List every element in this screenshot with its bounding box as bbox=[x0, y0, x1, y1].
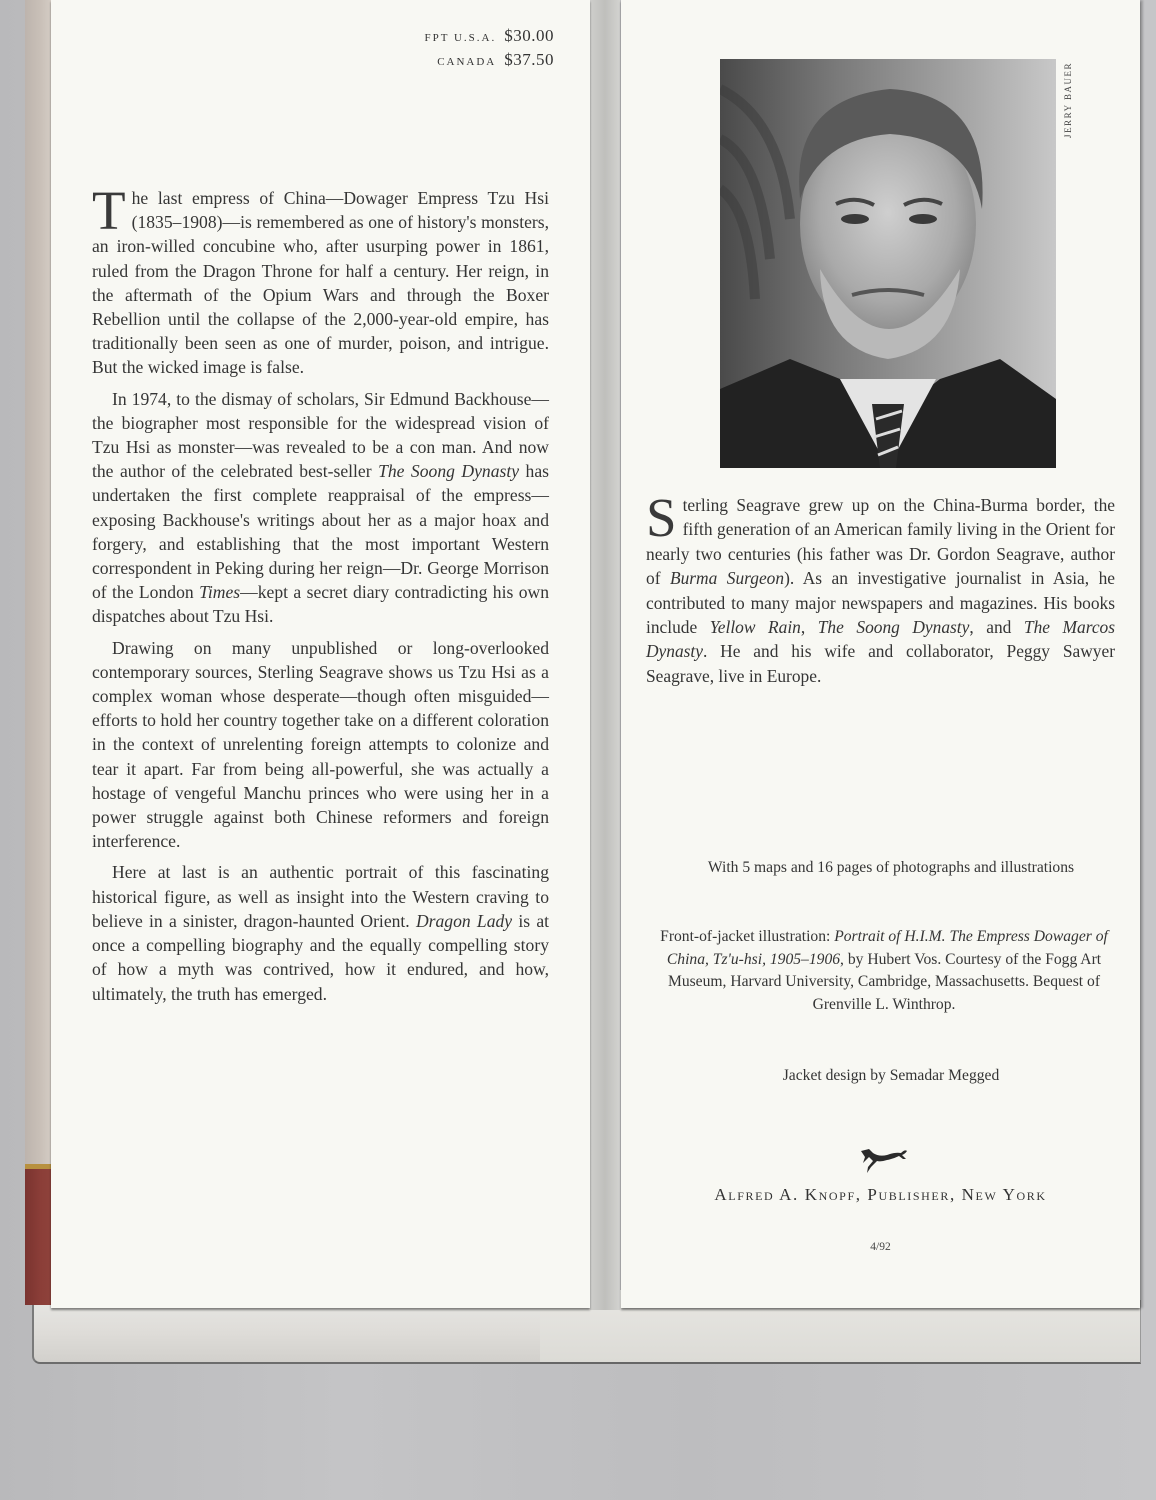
publisher-imprint: Alfred A. Knopf, Publisher, New York bbox=[714, 1185, 1047, 1204]
cardboard-backing-right bbox=[540, 1300, 1141, 1364]
bio-text-b: ). As an investigative journalist in Asia, he contributed to many major newspapers and magazines. His books include bbox=[646, 568, 1115, 638]
jacket-illustration-text bbox=[645, 926, 1123, 1016]
maps-note-text: With 5 maps and 16 pages of photographs and illustrations bbox=[707, 859, 1075, 876]
borzoi-logo-icon bbox=[859, 1145, 909, 1175]
book-title-soong-dynasty: The Soong Dynasty bbox=[817, 617, 970, 638]
price-canada-value: $37.50 bbox=[504, 50, 554, 69]
flap-copy bbox=[92, 180, 550, 1013]
price-canada bbox=[437, 50, 554, 70]
author-bio bbox=[646, 487, 1116, 695]
front-flap bbox=[51, 0, 590, 1308]
price-usa-label: FPT U.S.A. bbox=[424, 32, 497, 44]
jacket-design-text: Jacket design by Semadar Megged bbox=[782, 1067, 1000, 1084]
paragraph-2-text-c: —kept a secret diary contradicting his own dispatches about Tzu Hsi. bbox=[92, 582, 549, 627]
drop-cap: T bbox=[92, 180, 126, 241]
price-usa-value: $30.00 bbox=[504, 26, 554, 45]
maps-note bbox=[681, 857, 1101, 893]
book-title-yellow-rain: Yellow Rain bbox=[709, 617, 801, 638]
paragraph-2 bbox=[92, 387, 549, 629]
paragraph-2-text-a: In 1974, to the dismay of scholars, Sir Edmund Backhouse—the biographer most responsible for the widespread vision of Tzu Hsi as monster—was revealed to be a con man. And now the author of the celebrated best-seller bbox=[92, 388, 549, 482]
book-title-soong-dynasty: The Soong Dynasty bbox=[378, 461, 520, 482]
author-portrait-image bbox=[720, 59, 1056, 468]
date-code: 4/92 bbox=[870, 1241, 891, 1253]
spine-red-band bbox=[25, 1169, 51, 1305]
bio-paragraph bbox=[646, 487, 1116, 688]
paragraph-1 bbox=[92, 180, 549, 380]
jacket-illustration-label: Front-of-jacket illustration: bbox=[660, 928, 835, 945]
drop-cap-s: S bbox=[646, 487, 677, 548]
price-usa bbox=[424, 26, 554, 46]
back-flap bbox=[621, 0, 1140, 1308]
paragraph-1-text: he last empress of China—Dowager Empress Tzu Hsi (1835–1908)—is remembered as one of history's monsters, an iron-willed concubine who, after usurping power in 1861, ruled from the Dragon Throne for half a century. Her reign, in the aftermath of the Opium Wars and through the Boxer Rebellion until the collapse of the 2,000-year-old empire, has traditionally been seen as one of murder, poison, and intrigue. But the wicked image is false. bbox=[92, 188, 549, 378]
jacket-illustration-source: , by Hubert Vos. Courtesy of the Fogg Art Museum, Harvard University, Cambridge, Massachusetts. Bequest of Grenville L. Winthrop. bbox=[667, 950, 1102, 1013]
bio-sep-1: , bbox=[800, 617, 818, 638]
book-title-burma-surgeon: Burma Surgeon bbox=[669, 568, 785, 589]
painting-title: Portrait of H.I.M. The Empress Dowager of China, Tz'u-hsi, 1905–1906 bbox=[666, 928, 1108, 968]
paragraph-2-text-b: has undertaken the first complete reappraisal of the empress—exposing Backhouse's writings about her as a major hoax and forgery, and establishing that the most important Western correspondent in Peking during her reign—Dr. George Morrison of the London bbox=[92, 461, 549, 603]
price-canada-label: CANADA bbox=[437, 56, 497, 68]
paragraph-4-text-a: Here at last is an authentic portrait of this fascinating historical figure, as well as insight into the Western craving to believe in a sinister, dragon-haunted Orient. bbox=[92, 862, 549, 931]
jacket-illustration-credit bbox=[645, 926, 1123, 1029]
spine-edge bbox=[25, 0, 51, 1166]
photo-credit: JERRY BAUER bbox=[1063, 62, 1073, 138]
paragraph-4 bbox=[92, 860, 549, 1005]
newspaper-title-times: Times bbox=[199, 582, 241, 603]
bio-sep-2: , and bbox=[969, 617, 1024, 638]
book-title-marcos-dynasty: The Marcos Dynasty bbox=[646, 617, 1116, 662]
jacket-design-credit bbox=[681, 1065, 1101, 1101]
author-photo bbox=[720, 59, 1056, 468]
bio-text-c: . He and his wife and collaborator, Peggy Sawyer Seagrave, live in Europe. bbox=[646, 641, 1115, 686]
paragraph-4-text-b: is at once a compelling biography and the equally compelling story of how a myth was contrived, how it endured, and how, ultimately, the truth has emerged. bbox=[92, 910, 550, 1004]
bio-text-a: terling Seagrave grew up on the China-Burma border, the fifth generation of an American family living in the Orient for nearly two centuries (his father was Dr. Gordon Seagrave, author of bbox=[646, 495, 1115, 589]
flap-gap bbox=[590, 0, 620, 1310]
paragraph-3: Drawing on many unpublished or long-overlooked contemporary sources, Sterling Seagrave shows us Tzu Hsi as a complex woman whose desperate—though often misguided—efforts to hold her country together take on a different coloration in the context of unrelenting foreign attempts to colonize and tear it apart. Far from being all-powerful, she was actually a hostage of vengeful Manchu princes who were using her in a power struggle against both Chinese reformers and foreign interference. bbox=[92, 637, 549, 852]
book-title-dragon-lady: Dragon Lady bbox=[415, 910, 513, 931]
